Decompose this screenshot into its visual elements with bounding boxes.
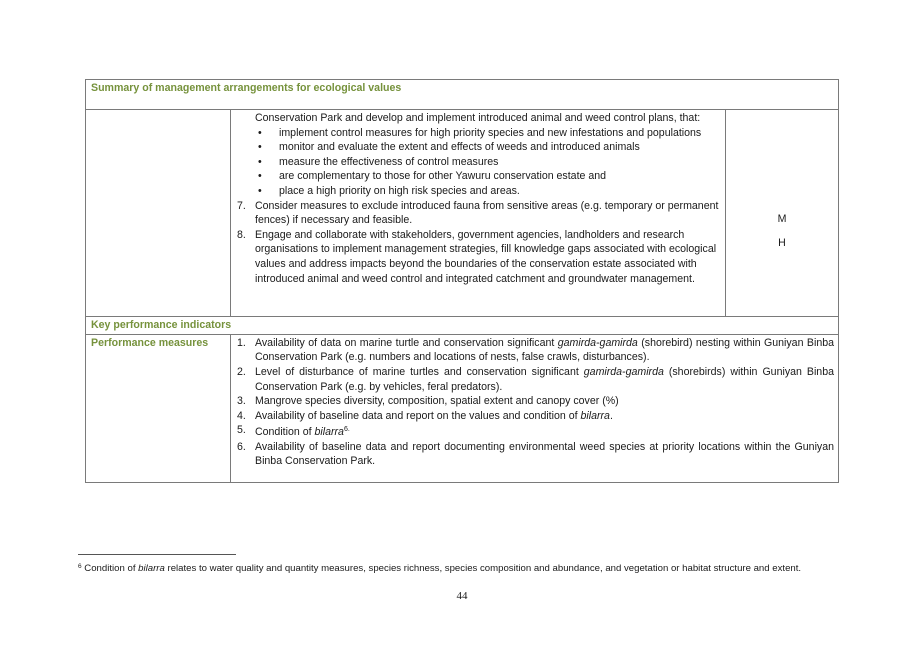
strategies-row — [86, 110, 839, 317]
priority-cell — [726, 110, 839, 317]
measure-number: 5. — [237, 424, 246, 437]
kpi-header-row — [86, 317, 839, 335]
bullet-item: • measure the effectiveness of control measures — [255, 155, 719, 170]
performance-label-cell — [86, 334, 231, 482]
measure-text: Availability of data on marine turtle and conservation significant — [255, 336, 558, 349]
measure-number: 6. — [237, 440, 246, 453]
measure-text: Availability of baseline data and report on the values and condition of — [255, 409, 581, 422]
measures-list — [237, 336, 834, 469]
measure-text: (shorebirds) within Guniyan Binba Conservation Park (e.g. by vehicles, feral predators). — [255, 365, 834, 393]
strategy-item-7 — [237, 199, 719, 228]
measure-item-4 — [237, 409, 834, 424]
measure-number: 4. — [237, 409, 246, 422]
priority-rating-8: H — [778, 236, 786, 249]
measure-text-italic: gamirda-gamirda — [583, 365, 664, 378]
strategies-label-cell — [86, 110, 231, 317]
measure-text: (shorebird) nesting within Guniyan Binba Conservation Park (e.g. numbers and locations of nests, false crawls, disturbances). — [255, 336, 834, 364]
measure-text-italic: gamirda-gamirda — [557, 336, 638, 349]
table-header-cell — [86, 80, 839, 110]
strategy-list — [237, 199, 719, 287]
intro-line: Conservation Park and develop and implement introduced animal and weed control plans, that: — [255, 112, 701, 124]
footnote-reference[interactable]: 6. — [343, 426, 350, 434]
measure-text: Level of disturbance of marine turtles and conservation significant — [255, 365, 584, 378]
measure-text: . — [609, 409, 613, 422]
performance-measures-cell — [231, 334, 839, 482]
table-header-row — [86, 80, 839, 110]
kpi-header-title: Key performance indicators — [91, 319, 232, 332]
bullet-item: • are complementary to those for other Yawuru conservation estate and — [255, 169, 719, 184]
measure-text: Mangrove species diversity, composition, spatial extent and canopy cover (%) — [255, 395, 619, 408]
kpi-header-cell — [86, 317, 839, 335]
bullet-item: • monitor and evaluate the extent and effects of weeds and introduced animals — [255, 140, 719, 155]
measure-item-5 — [237, 423, 834, 440]
measure-item-2 — [237, 365, 834, 394]
measure-text: Availability of baseline data and report documenting environmental weed species at priority locations within the Guniyan Binba Conservation Park. — [255, 440, 834, 468]
performance-row — [86, 334, 839, 482]
management-table — [85, 79, 839, 483]
strategy-number: 8. — [237, 228, 246, 241]
bullet-item: • implement control measures for high priority species and new infestations and populations — [255, 126, 719, 141]
strategy-text: Engage and collaborate with stakeholders, government agencies, landholders and research organisations to implement management strategies, fill knowledge gaps associated with ecological values and address impacts beyond the boundaries of the conservation estate associated with introduced animal and weed control and integrated catchment and groundwater management. — [255, 228, 717, 285]
footnote-text: relates to water quality and quantity measures, species richness, species composition and abundance, and vegetation or habitat structure and extent. — [164, 563, 802, 574]
measure-item-6 — [237, 440, 834, 469]
measure-number: 2. — [237, 365, 246, 378]
measure-text: Condition of — [255, 426, 315, 439]
measure-text-italic: bilarra — [314, 426, 344, 439]
footnote-divider — [78, 554, 236, 555]
bullet-list — [237, 126, 719, 199]
strategy-text: Consider measures to exclude introduced fauna from sensitive areas (e.g. temporary or permanent fences) if necessary and feasible. — [255, 199, 719, 227]
performance-label: Performance measures — [91, 336, 209, 349]
strategy-item-8 — [237, 228, 719, 286]
measure-number: 1. — [237, 336, 246, 349]
measure-item-3 — [237, 394, 834, 409]
measure-number: 3. — [237, 395, 246, 408]
measure-text-italic: bilarra — [580, 409, 610, 422]
footnote — [78, 561, 801, 575]
table-header-title: Summary of management arrangements for ecological values — [91, 82, 402, 94]
page-number: 44 — [456, 590, 468, 602]
measure-item-1 — [237, 336, 834, 365]
bullet-item: • place a high priority on high risk species and areas. — [255, 184, 719, 199]
strategies-content-cell — [231, 110, 726, 317]
footnote-text-italic: bilarra — [138, 563, 165, 574]
footnote-text: Condition of — [81, 563, 139, 574]
strategy-number: 7. — [237, 199, 246, 212]
footnote-number: 6 — [78, 563, 82, 570]
priority-rating-7: M — [777, 213, 787, 225]
